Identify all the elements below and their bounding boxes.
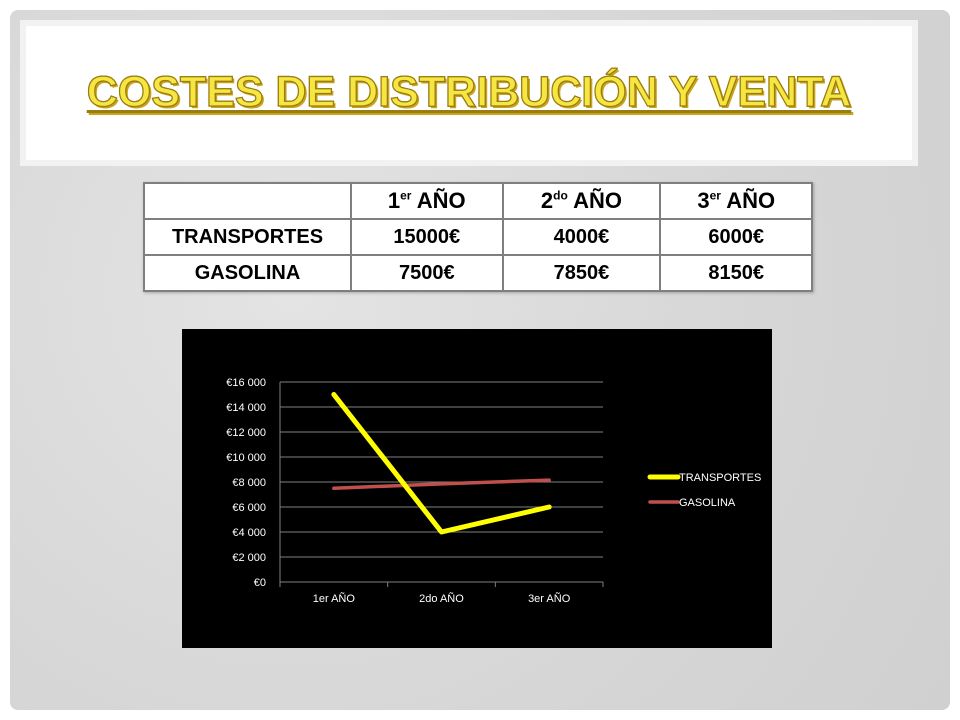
y-tick-label: €14 000: [226, 402, 266, 414]
table-header-row: [144, 183, 812, 219]
line-chart: [182, 329, 772, 648]
y-tick-label: €2 000: [232, 552, 266, 564]
y-tick-label: €16 000: [226, 377, 266, 389]
x-tick-label: 3er AÑO: [528, 593, 571, 605]
table-cell: 4000€: [503, 219, 661, 255]
table-corner-cell: [144, 183, 351, 219]
table-cell: 15000€: [351, 219, 503, 255]
y-tick-label: €4 000: [232, 527, 266, 539]
cost-table: [143, 182, 813, 292]
table-cell: 6000€: [660, 219, 812, 255]
table-row: [144, 219, 812, 255]
table-header-cell: 1er AÑO: [351, 183, 503, 219]
table-row-label: GASOLINA: [144, 255, 351, 291]
table-header-cell: $2^{do}$ AÑO: [503, 183, 661, 219]
table-row: [144, 255, 812, 291]
table-cell: 7850€: [503, 255, 661, 291]
x-tick-label: 2do AÑO: [419, 593, 464, 605]
y-tick-label: €0: [253, 577, 266, 589]
table-cell: 8150€: [660, 255, 812, 291]
legend-label: TRANSPORTES: [679, 472, 762, 484]
series-line-gasolina: [334, 480, 549, 488]
legend-label: GASOLINA: [679, 497, 736, 509]
series-line-transportes: [334, 395, 549, 533]
chart-svg: [182, 329, 772, 648]
y-tick-label: €12 000: [226, 427, 266, 439]
y-tick-label: €10 000: [226, 452, 266, 464]
table-header-cell: 3er AÑO: [660, 183, 812, 219]
table-cell: 7500€: [351, 255, 503, 291]
table-row-label: TRANSPORTES: [144, 219, 351, 255]
y-tick-label: €6 000: [232, 502, 266, 514]
x-tick-label: 1er AÑO: [312, 593, 355, 605]
y-tick-label: €8 000: [232, 477, 266, 489]
slide-title: COSTES DE DISTRIBUCIÓN Y VENTA: [86, 68, 852, 116]
title-box: [20, 20, 918, 166]
